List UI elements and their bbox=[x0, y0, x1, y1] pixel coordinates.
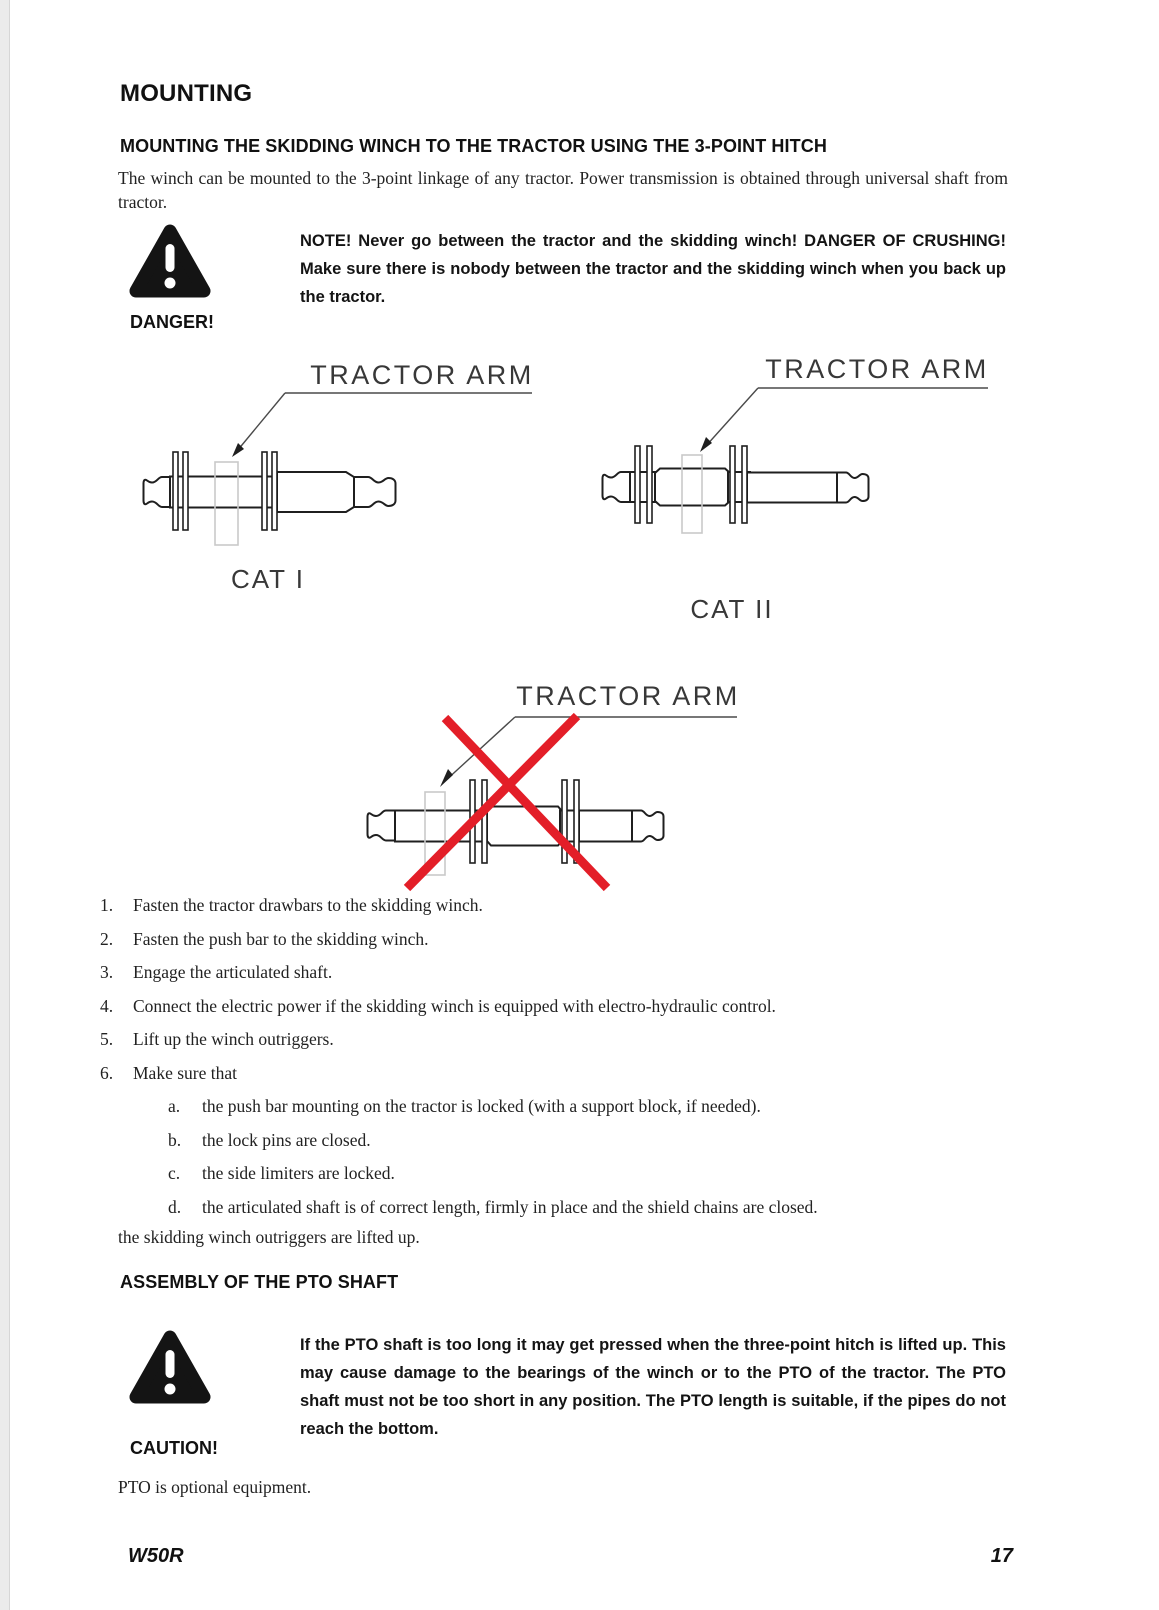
leader-arrow bbox=[232, 393, 532, 457]
substep-letter: d. bbox=[168, 1196, 182, 1217]
mounting-steps-list bbox=[100, 895, 1012, 1230]
step-text: Fasten the tractor drawbars to the skidding winch. bbox=[133, 895, 483, 915]
footer-page-number: 17 bbox=[990, 1545, 1013, 1567]
list-item bbox=[100, 996, 1012, 1017]
figure-cat2 bbox=[590, 346, 1050, 628]
section-heading-pto: ASSEMBLY OF THE PTO SHAFT bbox=[120, 1272, 399, 1292]
warning-triangle-icon bbox=[128, 1328, 212, 1408]
page-edge-strip bbox=[0, 0, 10, 1610]
list-item bbox=[100, 962, 1012, 983]
step-number: 3. bbox=[100, 962, 114, 982]
list-item bbox=[100, 1029, 1012, 1050]
substep-letter: a. bbox=[168, 1096, 181, 1116]
pin-drawing bbox=[144, 452, 396, 545]
tractor-arm-label: TRACTOR ARM bbox=[765, 354, 989, 384]
figure-caption-cat2: CAT II bbox=[690, 594, 774, 624]
footer-model-label: W50R bbox=[128, 1545, 184, 1567]
caution-note-text: If the PTO shaft is too long it may get pressed when the three-point hitch is lifted up. This may cause damage to the bearings of the winch or to the PTO of the tractor. The PTO shaft must not be too short in any position. The PTO length is suitable, if the pipes do not reach the bottom. bbox=[300, 1336, 1006, 1438]
list-item bbox=[168, 1197, 1012, 1218]
step-text: Lift up the winch outriggers. bbox=[133, 1029, 334, 1049]
step-text: Make sure that bbox=[133, 1062, 237, 1083]
step-number: 6. bbox=[100, 1062, 114, 1083]
list-item bbox=[100, 929, 1012, 950]
list-item bbox=[100, 1063, 1012, 1084]
substep-text: the lock pins are closed. bbox=[202, 1129, 371, 1150]
tractor-arm-label: TRACTOR ARM bbox=[310, 360, 534, 390]
danger-note-text: NOTE! Never go between the tractor and the skidding winch! DANGER OF CRUSHING! Make sure there is nobody between the tractor and the skidding winch when you back up the tractor. bbox=[300, 232, 1006, 306]
caution-label: CAUTION! bbox=[130, 1438, 218, 1458]
list-item bbox=[100, 895, 1012, 916]
step-number: 4. bbox=[100, 995, 114, 1016]
step-text: Connect the electric power if the skidding winch is equipped with electro-hydraulic control. bbox=[133, 995, 776, 1016]
pto-optional-note: PTO is optional equipment. bbox=[118, 1477, 312, 1497]
substep-text: the push bar mounting on the tractor is locked (with a support block, if needed). bbox=[202, 1096, 761, 1116]
steps-footer-text: the skidding winch outriggers are lifted up. bbox=[118, 1227, 420, 1247]
step-number: 2. bbox=[100, 928, 114, 949]
list-item bbox=[168, 1163, 1012, 1184]
leader-arrow bbox=[440, 717, 737, 787]
step-text: Engage the articulated shaft. bbox=[133, 962, 333, 982]
substep-letter: c. bbox=[168, 1163, 181, 1183]
figure-caption-cat1: CAT I bbox=[230, 564, 306, 594]
list-item bbox=[168, 1130, 1012, 1151]
intro-paragraph: The winch can be mounted to the 3-point linkage of any tractor. Power transmission is obtained through universal shaft from tractor. bbox=[118, 168, 1008, 212]
figure-wrong-mounting bbox=[355, 660, 765, 895]
tractor-arm-label: TRACTOR ARM bbox=[516, 681, 740, 711]
step-number: 1. bbox=[100, 895, 114, 915]
section-heading-mounting: MOUNTING THE SKIDDING WINCH TO THE TRACTOR USING THE 3-POINT HITCH bbox=[120, 136, 827, 156]
page-title: MOUNTING bbox=[120, 80, 253, 107]
substep-text: the articulated shaft is of correct length, firmly in place and the shield chains are closed. bbox=[202, 1196, 818, 1217]
danger-label: DANGER! bbox=[130, 312, 214, 332]
warning-triangle-icon bbox=[128, 222, 212, 302]
pin-drawing bbox=[603, 446, 869, 533]
step-text: Fasten the push bar to the skidding winch. bbox=[133, 928, 429, 949]
list-item bbox=[168, 1096, 1012, 1117]
leader-arrow bbox=[700, 388, 988, 452]
figure-cat1 bbox=[140, 352, 570, 597]
step-number: 5. bbox=[100, 1029, 114, 1049]
substep-letter: b. bbox=[168, 1129, 182, 1150]
substep-text: the side limiters are locked. bbox=[202, 1163, 395, 1183]
